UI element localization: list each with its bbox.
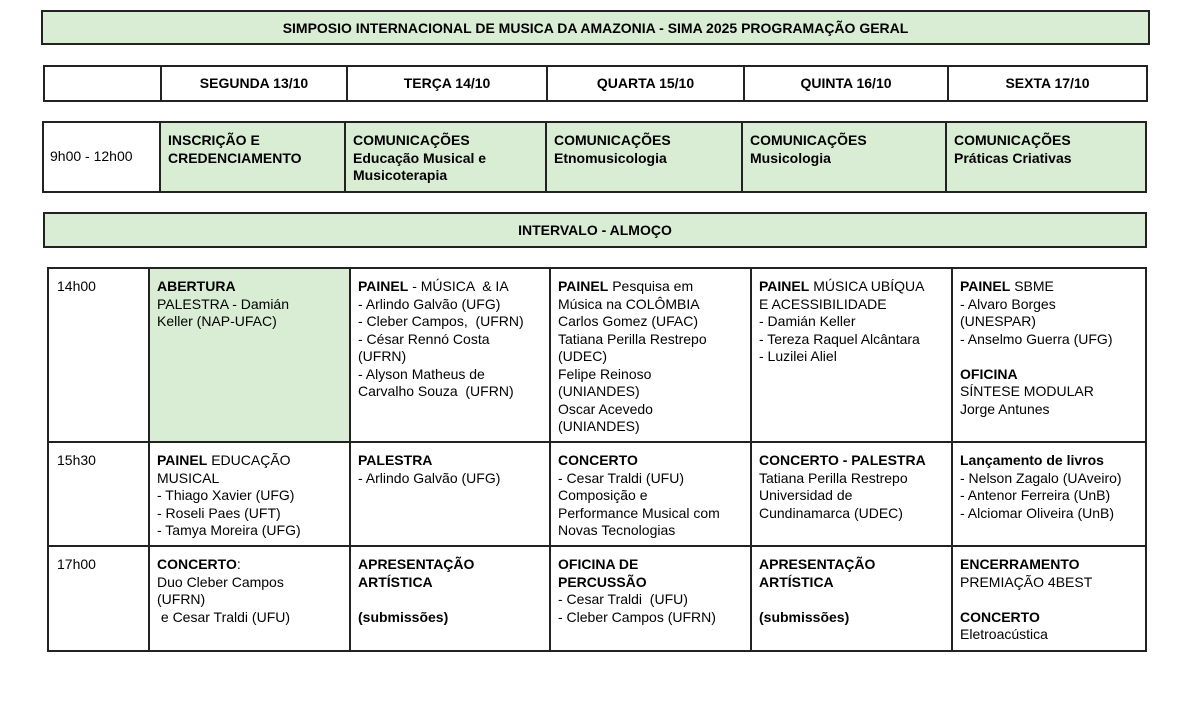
row-17h00 bbox=[48, 546, 1146, 651]
cell-line: - Arlindo Galvão (UFG) bbox=[358, 469, 501, 486]
cell-heading: CONCERTO - PALESTRA bbox=[759, 452, 926, 468]
cell-line: Musicologia bbox=[750, 149, 831, 166]
morning-table bbox=[42, 121, 1147, 193]
cell-line: - Alyson Matheus de bbox=[358, 365, 485, 382]
cell-17h00-tuesday bbox=[350, 546, 550, 651]
cell-line: Composição e bbox=[558, 487, 648, 503]
day-tuesday: TERÇA 14/10 bbox=[347, 66, 547, 101]
cell-heading: ARTÍSTICA bbox=[759, 573, 834, 590]
time-14h00: 14h00 bbox=[48, 268, 149, 442]
cell-line: MUSICAL bbox=[157, 469, 220, 486]
cell-heading: PAINEL bbox=[358, 278, 409, 294]
cell-spacer bbox=[960, 591, 1139, 609]
cell-heading: ARTÍSTICA bbox=[358, 573, 433, 590]
day-monday: SEGUNDA 13/10 bbox=[161, 66, 347, 101]
morning-cell-friday bbox=[946, 122, 1146, 192]
cell-heading: OFICINA DE bbox=[558, 556, 639, 572]
cell-17h00-friday bbox=[952, 546, 1146, 651]
cell-heading-rest: : bbox=[236, 556, 241, 572]
day-wednesday: QUARTA 15/10 bbox=[547, 66, 744, 101]
cell-line: Universidad de bbox=[759, 487, 853, 503]
cell-15h30-thursday bbox=[751, 442, 952, 546]
cell-heading-rest: - MÚSICA & IA bbox=[408, 278, 509, 294]
cell-line: Jorge Antunes bbox=[960, 400, 1050, 417]
cell-line: PREMIAÇÃO 4BEST bbox=[960, 573, 1093, 590]
row-15h30 bbox=[48, 442, 1146, 546]
cell-line: COMUNICAÇÕES bbox=[554, 132, 671, 148]
cell-line: (UDEC) bbox=[558, 348, 607, 364]
cell-line: - César Rennó Costa bbox=[358, 330, 490, 347]
cell-line: - Anselmo Guerra (UFG) bbox=[960, 330, 1113, 347]
morning-cell-thursday bbox=[742, 122, 946, 192]
cell-line: - Tamya Moreira (UFG) bbox=[157, 522, 301, 538]
cell-14h00-tuesday bbox=[350, 268, 550, 442]
cell-line: Duo Cleber Campos bbox=[157, 573, 284, 590]
cell-line: Práticas Criativas bbox=[954, 149, 1072, 166]
cell-line: CREDENCIAMENTO bbox=[168, 149, 302, 166]
cell-line: (UFRN) bbox=[157, 591, 206, 607]
days-header-empty bbox=[44, 66, 161, 101]
lunch-interval-banner: INTERVALO - ALMOÇO bbox=[43, 212, 1147, 248]
cell-line: - Antenor Ferreira (UnB) bbox=[960, 487, 1111, 503]
morning-time: 9h00 - 12h00 bbox=[43, 122, 160, 192]
cell-heading-rest: EDUCAÇÃO bbox=[207, 452, 291, 468]
cell-17h00-monday bbox=[149, 546, 350, 651]
cell-line: E ACESSIBILIDADE bbox=[759, 295, 887, 312]
day-friday: SEXTA 17/10 bbox=[948, 66, 1147, 101]
cell-spacer bbox=[960, 348, 1139, 366]
cell-heading: PAINEL bbox=[960, 278, 1011, 294]
cell-line: Carlos Gomez (UFAC) bbox=[558, 313, 699, 329]
cell-heading: ENCERRAMENTO bbox=[960, 556, 1080, 572]
cell-line: - Alciomar Oliveira (UnB) bbox=[960, 504, 1115, 521]
cell-line: - Thiago Xavier (UFG) bbox=[157, 487, 295, 503]
cell-heading: PALESTRA bbox=[358, 452, 433, 468]
cell-heading: (submissões) bbox=[759, 608, 850, 625]
cell-line: Carvalho Souza (UFRN) bbox=[358, 383, 514, 399]
cell-heading: CONCERTO bbox=[960, 608, 1040, 625]
cell-line: Etnomusicologia bbox=[554, 149, 667, 166]
cell-line: Oscar Acevedo bbox=[558, 400, 653, 417]
cell-line: - Alvaro Borges bbox=[960, 295, 1056, 312]
cell-line: Tatiana Perilla Restrepo bbox=[759, 469, 908, 486]
cell-15h30-wednesday bbox=[550, 442, 751, 546]
cell-14h00-friday bbox=[952, 268, 1146, 442]
cell-heading: CONCERTO bbox=[157, 556, 237, 572]
cell-line: COMUNICAÇÕES bbox=[750, 132, 867, 148]
cell-14h00-monday bbox=[149, 268, 350, 442]
cell-spacer bbox=[358, 591, 543, 609]
cell-line: - Cesar Traldi (UFU) bbox=[558, 469, 685, 486]
cell-heading: ABERTURA bbox=[157, 278, 236, 294]
cell-heading: PERCUSSÃO bbox=[558, 573, 647, 590]
cell-14h00-wednesday bbox=[550, 268, 751, 442]
cell-line: PALESTRA - Damián bbox=[157, 295, 290, 312]
time-17h00: 17h00 bbox=[48, 546, 149, 651]
cell-15h30-friday bbox=[952, 442, 1146, 546]
schedule-title: SIMPOSIO INTERNACIONAL DE MUSICA DA AMAZONIA - SIMA 2025 PROGRAMAÇÃO GERAL bbox=[41, 10, 1150, 45]
cell-heading: PAINEL bbox=[558, 278, 609, 294]
cell-17h00-wednesday bbox=[550, 546, 751, 651]
cell-line: - Arlindo Galvão (UFG) bbox=[358, 295, 501, 312]
cell-line: e Cesar Traldi (UFU) bbox=[157, 608, 291, 625]
cell-heading: APRESENTAÇÃO bbox=[358, 556, 475, 572]
cell-heading: APRESENTAÇÃO bbox=[759, 556, 876, 572]
cell-line: (UNIANDES) bbox=[558, 418, 640, 434]
cell-14h00-thursday bbox=[751, 268, 952, 442]
cell-heading: OFICINA bbox=[960, 365, 1018, 382]
cell-line: Eletroacústica bbox=[960, 626, 1048, 642]
cell-line: Felipe Reinoso bbox=[558, 365, 652, 382]
morning-cell-tuesday bbox=[345, 122, 546, 192]
cell-line: - Cesar Traldi (UFU) bbox=[558, 591, 688, 607]
cell-line: Tatiana Perilla Restrepo bbox=[558, 330, 707, 347]
cell-line: (UNIANDES) bbox=[558, 383, 640, 399]
cell-heading: (submissões) bbox=[358, 608, 449, 625]
cell-line: - Roseli Paes (UFT) bbox=[157, 504, 281, 521]
cell-heading-rest: SBME bbox=[1010, 278, 1054, 294]
cell-line: COMUNICAÇÕES bbox=[353, 132, 470, 148]
cell-line: (UFRN) bbox=[358, 348, 407, 364]
cell-line: Cundinamarca (UDEC) bbox=[759, 504, 903, 521]
cell-line: COMUNICAÇÕES bbox=[954, 132, 1071, 148]
cell-heading: Lançamento de livros bbox=[960, 452, 1104, 468]
cell-15h30-tuesday bbox=[350, 442, 550, 546]
cell-line: SÍNTESE MODULAR bbox=[960, 383, 1094, 399]
cell-line: - Tereza Raquel Alcântara bbox=[759, 330, 920, 347]
cell-15h30-monday bbox=[149, 442, 350, 546]
morning-row bbox=[43, 122, 1146, 192]
days-header-row bbox=[44, 66, 1147, 101]
cell-line: - Nelson Zagalo (UAveiro) bbox=[960, 469, 1122, 486]
cell-heading: CONCERTO bbox=[558, 452, 638, 468]
cell-line: Música na COLÔMBIA bbox=[558, 295, 700, 312]
time-15h30: 15h30 bbox=[48, 442, 149, 546]
cell-line: Novas Tecnologias bbox=[558, 522, 676, 538]
cell-line: (UNESPAR) bbox=[960, 313, 1036, 329]
cell-line: Performance Musical com bbox=[558, 504, 720, 521]
cell-line: Educação Musical e bbox=[353, 149, 487, 166]
morning-cell-wednesday bbox=[546, 122, 742, 192]
cell-line: - Cleber Campos, (UFRN) bbox=[358, 313, 524, 329]
row-14h00 bbox=[48, 268, 1146, 442]
cell-heading: PAINEL bbox=[157, 452, 208, 468]
cell-line: - Damián Keller bbox=[759, 313, 856, 329]
cell-line: Musicoterapia bbox=[353, 167, 448, 183]
morning-cell-monday bbox=[160, 122, 345, 192]
cell-heading: PAINEL bbox=[759, 278, 810, 294]
cell-line: - Luzilei Aliel bbox=[759, 348, 837, 364]
days-header-table bbox=[43, 65, 1148, 102]
cell-heading-rest: MÚSICA UBÍQUA bbox=[809, 278, 925, 294]
afternoon-table bbox=[47, 267, 1147, 652]
cell-line: - Cleber Campos (UFRN) bbox=[558, 608, 716, 625]
cell-line: Keller (NAP-UFAC) bbox=[157, 313, 277, 329]
cell-spacer bbox=[759, 591, 945, 609]
cell-heading-rest: Pesquisa em bbox=[608, 278, 694, 294]
cell-line: INSCRIÇÃO E bbox=[168, 132, 260, 148]
cell-17h00-thursday bbox=[751, 546, 952, 651]
day-thursday: QUINTA 16/10 bbox=[744, 66, 948, 101]
